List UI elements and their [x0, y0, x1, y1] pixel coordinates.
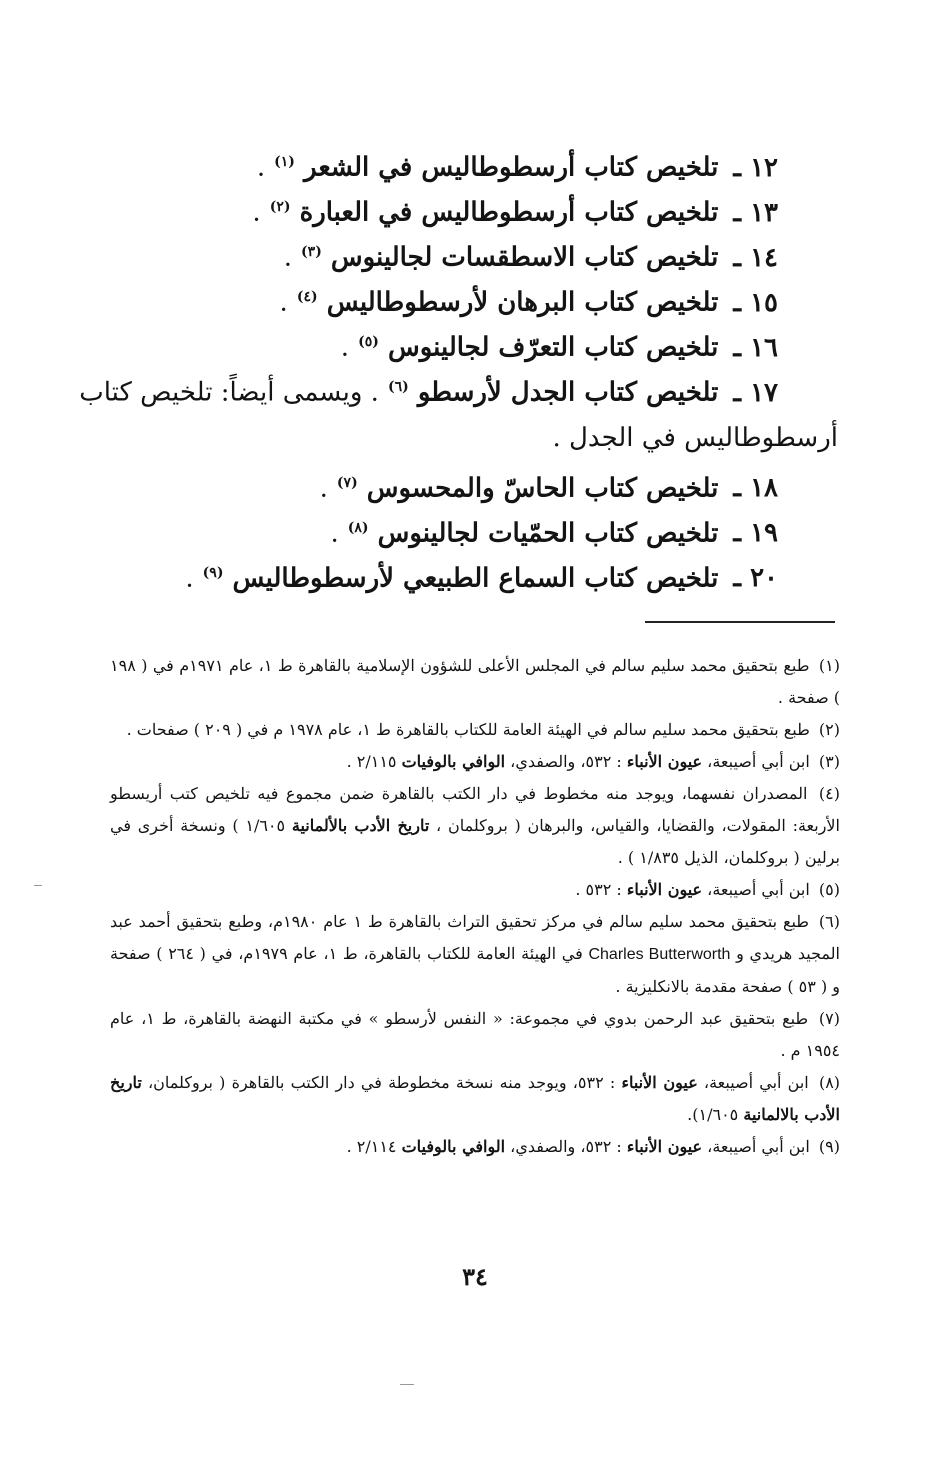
footnote — [110, 650, 840, 714]
footnote — [110, 906, 840, 1003]
footnote — [110, 746, 840, 778]
footnote-separator — [645, 621, 835, 623]
footnote-number: (٩) — [818, 1137, 840, 1156]
footnote-number: (٢) — [818, 720, 840, 739]
footnote-text: ١/٦٠٥). — [687, 1105, 739, 1124]
footnote — [110, 874, 840, 906]
book-title: عيون الأنباء — [621, 1073, 698, 1092]
footnote-text: ١/٦٠٥ ) ونسخة أخرى في برلين ( بروكلمان، الذيل ١/٨٣٥ ) . — [110, 816, 840, 867]
main-works-list — [79, 140, 838, 596]
item-number: ١٢ ـ — [733, 152, 778, 183]
item-tail: . — [185, 563, 194, 594]
book-title: تاريخ الأدب بالألمانية — [291, 816, 430, 835]
list-item — [113, 506, 778, 551]
item-title: تلخيص كتاب أرسطوطاليس في الشعر — [303, 152, 719, 183]
footnote — [110, 1003, 840, 1067]
page-number: ٣٤ — [462, 1262, 488, 1291]
item-number: ١٦ ـ — [733, 332, 778, 363]
footnote-ref: (٦) — [387, 379, 409, 395]
item-tail: . — [330, 518, 339, 549]
scan-speck — [400, 1384, 414, 1385]
item-number: ١٤ ـ — [733, 242, 778, 273]
book-title: الوافي بالوفيات — [401, 752, 506, 771]
footnote-text: ابن أبي أصيبعة، — [697, 1073, 809, 1092]
list-item — [58, 365, 838, 461]
footnote-text: طبع بتحقيق محمد سليم سالم في المجلس الأعلى للشؤون الإسلامية بالقاهرة ط ١، عام ١٩٧١م في ( ١٩٨ ) صفحة . — [110, 656, 840, 707]
footnote-text: ابن أبي أصيبعة، — [702, 1137, 810, 1156]
scan-speck — [34, 885, 42, 886]
footnotes-list — [110, 650, 840, 1163]
item-continuation: أرسطوطاليس في الجدل . — [552, 422, 838, 453]
footnote-text: المصدران نفسهما، ويوجد منه مخطوط في دار الكتب بالقاهرة ضمن مجموع فيه تلخيص كتب أريسطو الأربعة: المقولات، والقضايا، والقياس، والبرهان ( بروكلمان ، — [110, 784, 841, 835]
item-number: ٢٠ ـ — [733, 563, 778, 594]
footnote-text: ٢/١١٥ . — [346, 752, 397, 771]
item-tail: . — [252, 197, 261, 228]
item-number: ١٥ ـ — [733, 287, 778, 318]
footnote-number: (٧) — [818, 1009, 840, 1028]
footnote-ref: (٣) — [301, 244, 322, 260]
item-tail: . — [340, 332, 350, 363]
footnote — [110, 714, 840, 746]
footnote-text: : ٥٣٢، ويوجد منه نسخة مخطوطة في دار الكتب بالقاهرة ( بروكلمان، — [141, 1073, 616, 1092]
item-tail: . — [256, 152, 266, 183]
footnote-text: طبع بتحقيق عبد الرحمن بدوي في مجموعة: « النفس لأرسطو » في مكتبة النهضة بالقاهرة، ط ١، عام ١٩٥٤ م . — [110, 1009, 840, 1060]
footnote-text: : ٥٣٢، والصفدي، — [505, 752, 622, 771]
item-number: ١٨ ـ — [733, 473, 778, 504]
footnote-number: (٨) — [818, 1073, 841, 1092]
item-title: تلخيص كتاب الحمّيات لجالينوس — [377, 518, 719, 549]
list-item — [113, 185, 778, 230]
footnote-number: (١) — [818, 656, 841, 675]
footnote-ref: (٥) — [358, 334, 379, 350]
footnote-text: في الهيئة العامة للكتاب بالقاهرة، ط ١، عام ١٩٧٩م، في ( ٢٦٤ ) صفحة و ( ٥٣ ) صفحة مقدمة بالانكليزية . — [110, 944, 840, 996]
footnote-text: ابن أبي أصيبعة، — [702, 752, 810, 771]
footnote-text: طبع بتحقيق محمد سليم سالم في الهيئة العامة للكتاب بالقاهرة ط ١، عام ١٩٧٨ م في ( ٢٠٩ ) صفحات . — [126, 720, 810, 739]
book-title: عيون الأنباء — [626, 880, 703, 899]
footnote-text: طبع بتحقيق محمد سليم سالم في مركز تحقيق التراث بالقاهرة ط ١ عام ١٩٨٠م، وطبع بتحقيق أحمد عبد المجيد هريدي و — [110, 912, 841, 963]
list-item — [113, 551, 778, 596]
list-item — [113, 275, 778, 320]
item-tail: . ويسمى أيضاً: تلخيص كتاب — [79, 377, 379, 408]
footnote-ref: (٩) — [202, 564, 224, 581]
item-title: تلخيص كتاب أرسطوطاليس في العبارة — [299, 197, 719, 228]
footnote-ref: (٢) — [269, 199, 291, 215]
footnote-text: : ٥٣٢ . — [575, 880, 622, 899]
footnote-text: ٢/١١٤ . — [346, 1137, 397, 1156]
footnote-ref: (١) — [274, 154, 295, 170]
book-title: الوافي بالوفيات — [401, 1137, 506, 1156]
footnote — [110, 778, 840, 874]
item-number: ١٩ ـ — [733, 518, 778, 549]
book-title: عيون الأنباء — [626, 1137, 703, 1156]
footnote-number: (٤) — [818, 784, 841, 803]
book-title: عيون الأنباء — [626, 752, 703, 771]
footnote-ref: (٧) — [336, 474, 358, 491]
list-item — [113, 140, 778, 185]
footnote-number: (٣) — [818, 752, 840, 771]
footnote-text: ابن أبي أصيبعة، — [702, 880, 810, 899]
item-title: تلخيص كتاب البرهان لأرسطوطاليس — [326, 287, 719, 318]
list-item — [113, 461, 778, 506]
book-title: تاريخ الأدب بالالمانية — [110, 1073, 840, 1124]
item-tail: . — [279, 287, 288, 318]
footnote-ref: (٤) — [296, 289, 318, 305]
footnote — [110, 1131, 840, 1163]
item-title: تلخيص كتاب التعرّف لجالينوس — [387, 332, 719, 363]
item-number: ١٣ ـ — [733, 197, 778, 228]
item-title: تلخيص كتاب الحاسّ والمحسوس — [366, 473, 719, 504]
footnote-ref: (٨) — [347, 519, 369, 536]
item-title: تلخيص كتاب الاسطقسات لجالينوس — [330, 242, 719, 273]
footnote — [110, 1067, 840, 1131]
item-title: تلخيص كتاب السماع الطبيعي لأرسطوطاليس — [232, 563, 719, 594]
item-number: ١٧ ـ — [733, 377, 778, 408]
item-tail: . — [283, 242, 292, 273]
list-item — [113, 320, 778, 365]
list-item — [113, 230, 778, 275]
latin-name: Charles Butterworth — [588, 946, 731, 963]
item-title: تلخيص كتاب الجدل لأرسطو — [417, 377, 719, 408]
footnote-number: (٦) — [818, 912, 841, 931]
item-tail: . — [319, 473, 328, 504]
footnote-text: : ٥٣٢، والصفدي، — [505, 1137, 622, 1156]
footnote-number: (٥) — [818, 880, 840, 899]
